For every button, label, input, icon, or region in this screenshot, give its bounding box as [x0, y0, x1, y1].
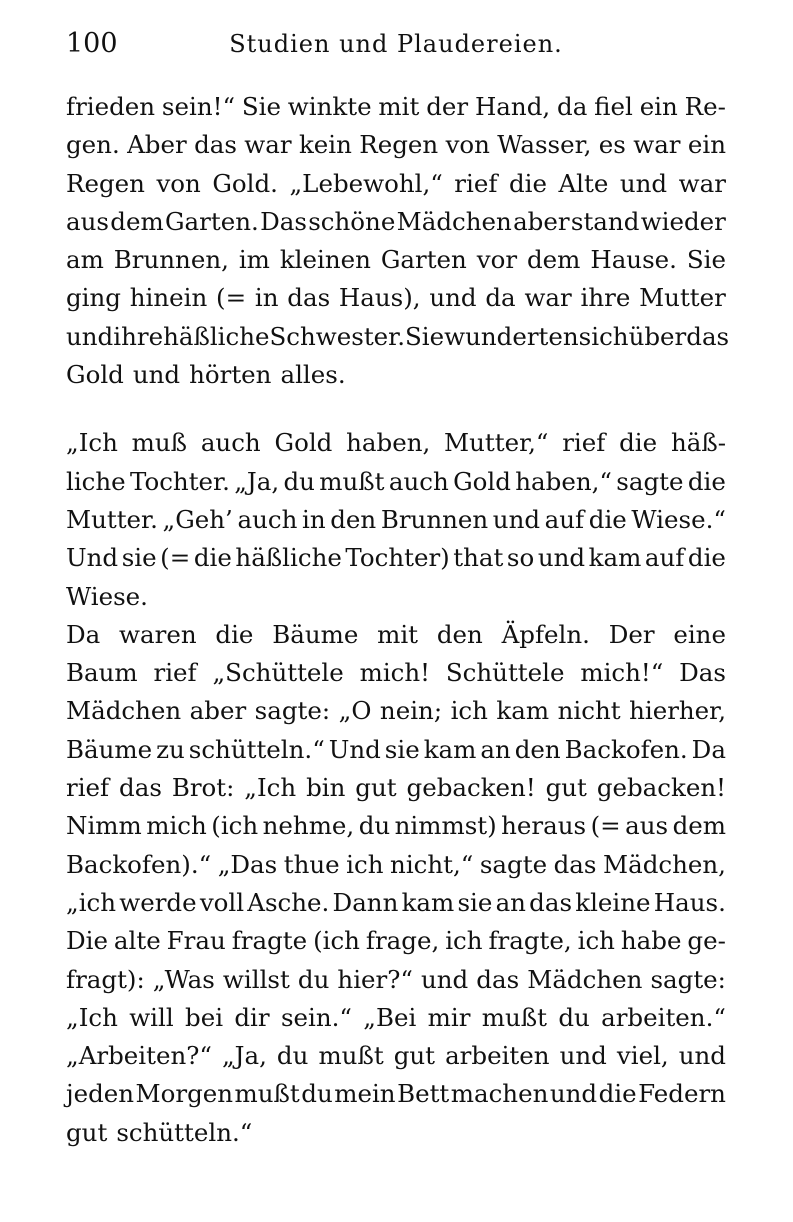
word: auf — [644, 543, 685, 573]
word: rief — [454, 168, 498, 198]
word: Schüttele — [445, 658, 565, 688]
word: nimmst) — [394, 811, 497, 841]
word: aus — [66, 206, 109, 236]
word: Mädchen — [527, 964, 643, 994]
word: aber — [189, 696, 247, 726]
word: fiel — [594, 92, 633, 121]
word: mich — [146, 811, 207, 841]
word: will — [129, 1002, 174, 1032]
text-line — [66, 318, 730, 356]
word: Baum — [66, 658, 138, 688]
word: nicht — [557, 696, 621, 726]
word: die — [598, 1079, 637, 1109]
word: gebacken! — [406, 773, 536, 803]
word: hinein — [129, 283, 208, 313]
word: viel, — [616, 1041, 669, 1071]
word: gut — [355, 773, 397, 803]
word: dir — [234, 1002, 270, 1032]
word: Sie — [686, 245, 726, 275]
word: „Was — [152, 964, 215, 994]
word: vor — [476, 245, 518, 275]
word: winkte — [287, 92, 372, 121]
word: Wasser, — [497, 130, 592, 160]
word: Gold — [453, 466, 511, 496]
word: heraus — [501, 811, 587, 841]
word: „ich — [66, 887, 117, 917]
word: muß — [131, 428, 188, 458]
word: frieden — [66, 92, 156, 121]
word: und — [537, 543, 586, 573]
word: mit — [377, 619, 419, 649]
word: du — [297, 964, 330, 994]
text-line — [66, 616, 726, 654]
word: mußt — [234, 1079, 300, 1109]
word: „O — [338, 696, 372, 726]
word: war — [524, 283, 572, 313]
word: nehme, — [262, 811, 355, 841]
word: Und — [66, 543, 119, 573]
word: war — [678, 168, 726, 198]
word: mein — [334, 1079, 396, 1109]
text-line — [66, 922, 726, 960]
text-line — [66, 424, 726, 462]
word: Mutter,“ — [444, 428, 549, 458]
word: Tochter. — [130, 466, 230, 496]
text-line — [66, 769, 726, 807]
word: die — [588, 504, 627, 534]
word: das — [553, 849, 597, 879]
word: gebacken! — [596, 773, 726, 803]
word: und — [132, 360, 181, 390]
word: ging — [66, 283, 121, 313]
word: Sie — [404, 321, 445, 351]
word: gen. — [66, 130, 120, 160]
word: voll — [199, 887, 245, 917]
word: und — [678, 1041, 726, 1071]
word: Nimm — [66, 811, 142, 841]
word: im — [238, 245, 270, 275]
word: du — [276, 1041, 309, 1071]
text-line — [66, 203, 726, 241]
word: Mutter — [639, 283, 726, 313]
word: Brunnen, — [113, 245, 229, 275]
word: und — [549, 1079, 598, 1109]
text-line — [66, 578, 726, 616]
word: aus — [625, 811, 669, 841]
word: sagte — [616, 466, 684, 496]
word: Gold — [66, 360, 124, 390]
word: jeden — [66, 1079, 135, 1109]
word: die — [619, 428, 658, 458]
word: den — [436, 619, 483, 649]
word: so — [506, 543, 535, 573]
word: sein.“ — [280, 1002, 352, 1032]
page-number: 100 — [66, 28, 118, 59]
word: Regen — [66, 168, 145, 198]
word: Garten. — [164, 206, 259, 236]
word: das — [529, 887, 573, 917]
word: Da — [691, 734, 726, 764]
word: hier?“ — [337, 964, 413, 994]
word: die — [508, 168, 547, 198]
text-line — [66, 501, 726, 539]
word: die — [687, 466, 726, 496]
word: „Arbeiten?“ — [66, 1041, 212, 1071]
text-line — [66, 463, 726, 501]
word: werde — [119, 887, 197, 917]
word: gut — [66, 1117, 108, 1147]
word: machen — [450, 1079, 549, 1109]
word: mich! — [359, 658, 431, 688]
word: am — [66, 245, 104, 275]
word: thue — [283, 849, 340, 879]
word: dem — [110, 206, 164, 236]
word: Hause. — [590, 245, 677, 275]
word: und — [559, 1041, 607, 1071]
word: Gold. — [212, 168, 278, 198]
word: habe — [620, 926, 682, 956]
word: (= — [590, 811, 621, 841]
word: du — [301, 1079, 333, 1109]
word: Mutter. — [66, 504, 158, 534]
word: wieder — [640, 206, 726, 236]
text-line — [66, 539, 726, 577]
word: schöne — [308, 206, 396, 236]
word: Morgen — [135, 1079, 234, 1109]
word: über — [628, 321, 687, 351]
word: Wiese.“ — [631, 504, 726, 534]
word: sein!“ — [161, 92, 235, 121]
word: das — [476, 964, 520, 994]
word: kleine — [575, 887, 651, 917]
word: nein; — [379, 696, 443, 726]
word: Bäume — [272, 619, 359, 649]
text-line — [66, 961, 726, 999]
word: und — [420, 964, 469, 994]
text-line — [66, 1075, 726, 1113]
word: an — [480, 734, 511, 764]
word: gut — [393, 1041, 436, 1071]
word: haben,“ — [515, 466, 612, 496]
word: liche — [66, 466, 126, 496]
word: aber — [513, 206, 570, 236]
word: ich — [445, 926, 483, 956]
word: Sie — [241, 92, 281, 121]
text-line — [66, 846, 726, 884]
word: mußt — [318, 1041, 384, 1071]
word: an — [495, 887, 526, 917]
word: Regen — [359, 130, 439, 160]
word: alles. — [280, 360, 346, 390]
word: ich — [450, 696, 488, 726]
word: „Schüttele — [212, 658, 344, 688]
word: die — [687, 543, 726, 573]
word: Garten — [380, 245, 467, 275]
word: mich!“ — [580, 658, 664, 688]
word: schütteln.“ — [188, 734, 325, 764]
word: ge- — [687, 926, 726, 956]
text-line — [66, 279, 726, 317]
word: bin — [306, 773, 346, 803]
word: Schwester. — [269, 321, 405, 351]
word: häß- — [670, 428, 726, 458]
word: hörten — [189, 360, 272, 390]
word: (ich — [211, 811, 259, 841]
word: „Bei — [363, 1002, 417, 1032]
word: fragt): — [66, 964, 145, 994]
word: das — [287, 283, 331, 313]
word: Der — [608, 619, 655, 649]
word: „Ich — [66, 428, 118, 458]
word: schütteln.“ — [116, 1117, 253, 1147]
word: willst — [222, 964, 290, 994]
word: haben, — [346, 428, 431, 458]
word: den — [330, 504, 377, 534]
word: mir — [427, 1002, 471, 1032]
word: in — [301, 504, 326, 534]
word: von — [445, 130, 490, 160]
word: und — [619, 168, 668, 198]
word: Backofen. — [564, 734, 688, 764]
word: „Ja, — [221, 1041, 267, 1071]
word: Wiese. — [66, 581, 148, 611]
word: Hand, — [474, 92, 551, 121]
word: „Das — [217, 849, 278, 879]
word: „Ich — [244, 773, 297, 803]
text-line — [66, 692, 726, 730]
word: das — [119, 773, 162, 803]
word: in — [254, 283, 279, 313]
word: Da — [66, 619, 101, 649]
word: Bäume — [66, 734, 153, 764]
word: war — [633, 130, 681, 160]
word: fragte — [231, 926, 308, 956]
word: (= — [216, 283, 247, 313]
word: kleinen — [279, 245, 371, 275]
word: auch — [237, 504, 298, 534]
word: dem — [526, 245, 581, 275]
word: ein — [639, 92, 678, 121]
paragraph-gap — [66, 394, 726, 424]
word: Das — [260, 206, 307, 236]
word: zu — [156, 734, 185, 764]
word: „Ich — [66, 1002, 118, 1032]
word: Mädchen — [66, 696, 182, 726]
word: waren — [119, 619, 197, 649]
word: da — [485, 283, 516, 313]
word: wunderten — [444, 321, 579, 351]
word: das — [194, 130, 237, 160]
word: ihre — [113, 321, 164, 351]
word: arbeiten.“ — [601, 1002, 726, 1032]
word: stand — [570, 206, 640, 236]
word: kam — [496, 696, 550, 726]
word: mußt — [481, 1002, 547, 1032]
word: Und — [328, 734, 381, 764]
word: gut — [545, 773, 587, 803]
word: Gold — [274, 428, 333, 458]
word: Dann — [332, 887, 399, 917]
word: Frau — [166, 926, 226, 956]
word: that — [453, 543, 504, 573]
page-header — [66, 28, 726, 68]
word: eine — [673, 619, 726, 649]
word: rief — [66, 773, 110, 803]
word: von — [156, 168, 201, 198]
word: du — [283, 466, 315, 496]
word: „Ja, — [234, 466, 280, 496]
word: Brot: — [171, 773, 235, 803]
word: „Geh’ — [162, 504, 233, 534]
word: Mädchen — [396, 206, 512, 236]
text-line — [66, 126, 726, 164]
word: ein — [687, 130, 726, 160]
word: Das — [679, 658, 726, 688]
word: Mädchen, — [603, 849, 726, 879]
word: sagte: — [650, 964, 726, 994]
word: arbeiten — [445, 1041, 550, 1071]
text-line — [66, 807, 726, 845]
word: auch — [200, 428, 261, 458]
word: mit — [378, 92, 420, 121]
word: sie — [121, 543, 157, 573]
word: häßliche — [235, 543, 342, 573]
word: „Lebewohl,“ — [289, 168, 443, 198]
text-line — [66, 88, 726, 126]
text-line — [66, 241, 726, 279]
word: sie — [457, 887, 493, 917]
word: kam — [401, 887, 455, 917]
word: auch — [388, 466, 449, 496]
word: der — [426, 92, 469, 121]
word: und — [429, 283, 477, 313]
word: nicht,“ — [390, 849, 474, 879]
word: Tochter) — [345, 543, 450, 573]
word: frage, — [365, 926, 440, 956]
word: mußt — [319, 466, 385, 496]
word: du — [358, 811, 391, 841]
text-line — [66, 731, 726, 769]
word: sie — [384, 734, 420, 764]
running-title: Studien und Plaudereien. — [229, 30, 563, 58]
word: rief — [562, 428, 606, 458]
text-line — [66, 884, 726, 922]
word: kein — [298, 130, 352, 160]
word: es — [598, 130, 626, 160]
word: kam — [423, 734, 477, 764]
word: den — [514, 734, 561, 764]
word: (= — [160, 543, 191, 573]
word: auf — [544, 504, 585, 534]
body-text — [66, 88, 730, 1152]
word: dem — [672, 811, 726, 841]
word: Haus), — [338, 283, 421, 313]
text-line — [66, 999, 726, 1037]
text-line — [66, 654, 726, 692]
word: die — [193, 543, 232, 573]
word: Alte — [558, 168, 609, 198]
word: Äpfeln. — [501, 619, 590, 649]
word: ich — [577, 926, 615, 956]
word: fragte, — [488, 926, 572, 956]
word: Haus. — [653, 887, 726, 917]
word: ich — [346, 849, 384, 879]
word: Federn — [638, 1079, 726, 1109]
word: sich — [578, 321, 629, 351]
word: du — [558, 1002, 590, 1032]
word: sagte: — [254, 696, 331, 726]
word: hierher, — [629, 696, 726, 726]
word: sagte — [479, 849, 548, 879]
word: Bett — [397, 1079, 450, 1109]
text-line — [66, 1037, 726, 1075]
text-line — [66, 165, 726, 203]
text-line — [66, 356, 726, 394]
word: das — [686, 321, 730, 351]
word: und — [492, 504, 541, 534]
word: Die — [66, 926, 108, 956]
word: Brunnen — [380, 504, 489, 534]
word: und — [66, 321, 114, 351]
word: Re- — [684, 92, 726, 121]
word: bei — [185, 1002, 224, 1032]
word: häßliche — [163, 321, 270, 351]
word: die — [215, 619, 254, 649]
word: da — [557, 92, 588, 121]
word: alte — [113, 926, 161, 956]
word: Backofen).“ — [66, 849, 212, 879]
word: Aber — [127, 130, 187, 160]
word: kam — [588, 543, 642, 573]
word: (ich — [313, 926, 360, 956]
word: Asche. — [247, 887, 330, 917]
word: rief — [153, 658, 197, 688]
word: war — [244, 130, 292, 160]
word: ihre — [580, 283, 631, 313]
text-line — [66, 1114, 726, 1152]
